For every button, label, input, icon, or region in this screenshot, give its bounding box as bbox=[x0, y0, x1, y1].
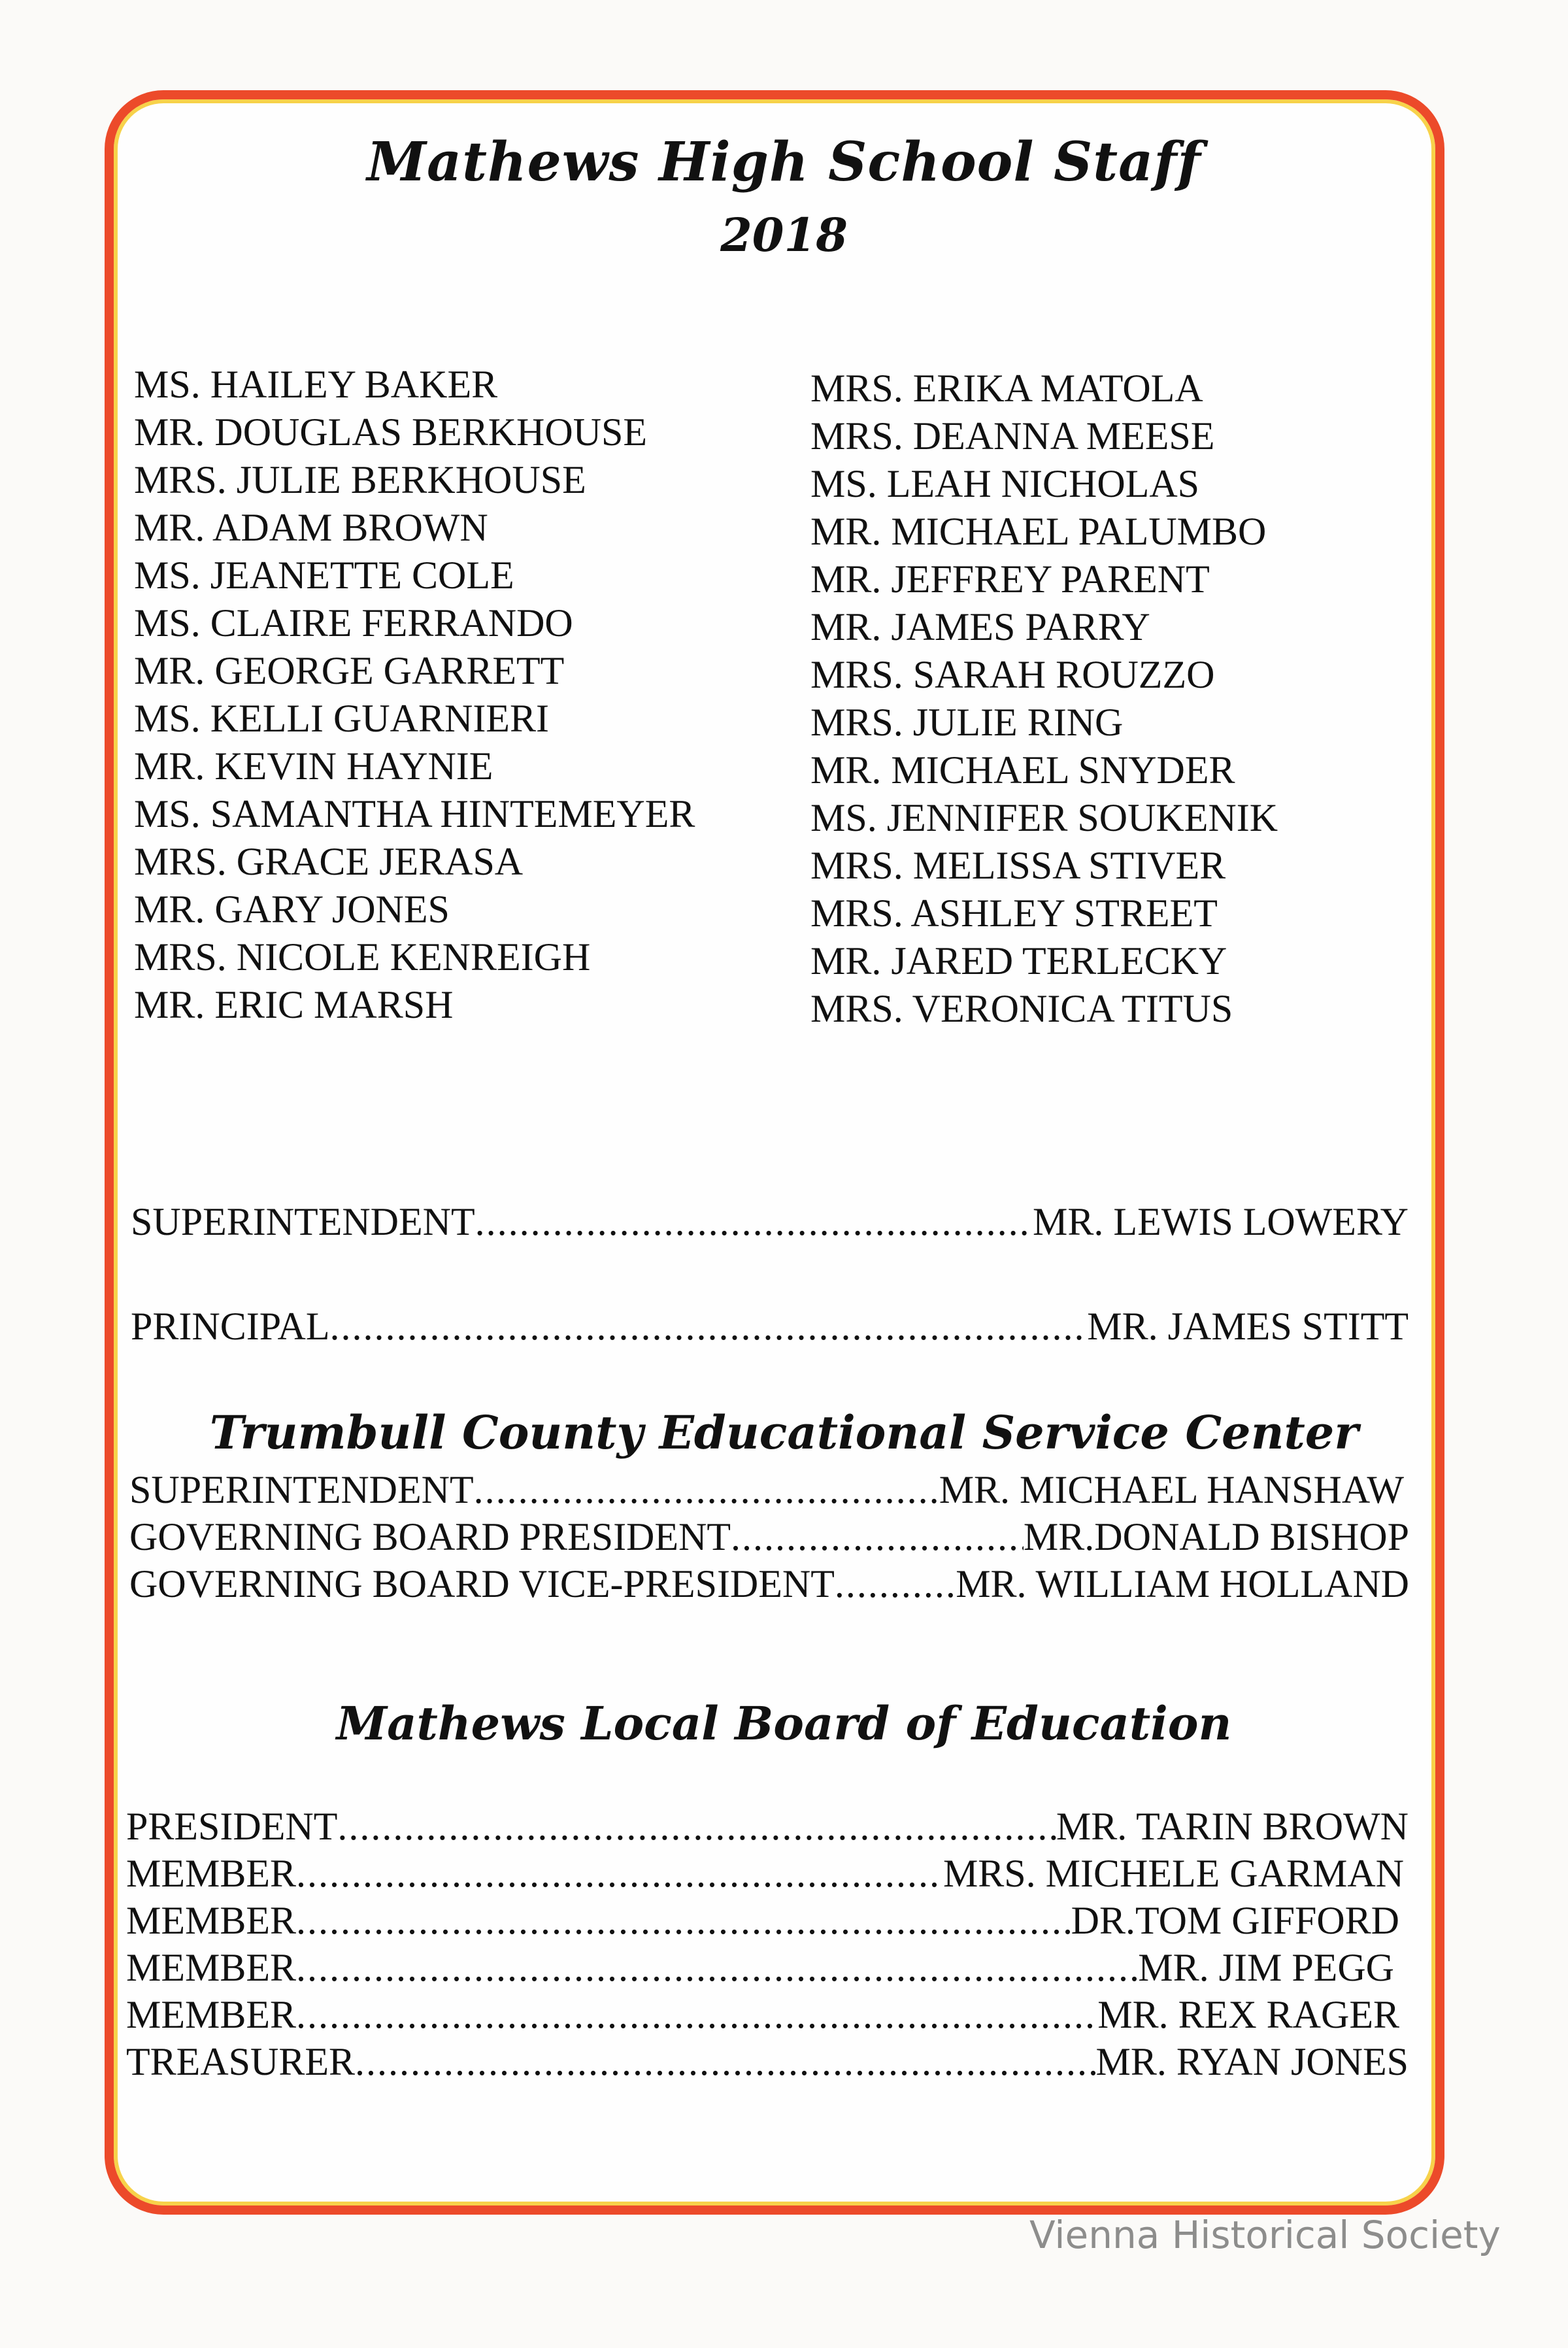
leader-dots bbox=[296, 1945, 1138, 1990]
leader-dots bbox=[355, 2039, 1096, 2085]
leader-dots bbox=[731, 1515, 1024, 1560]
person-name: MR.DONALD BISHOP bbox=[1023, 1515, 1409, 1558]
staff-name: MR. KEVIN HAYNIE bbox=[134, 745, 493, 788]
staff-name: MR. JARED TERLECKY bbox=[810, 939, 1227, 982]
role-label: SUPERINTENDENT bbox=[131, 1200, 475, 1243]
person-name: MR. JIM PEGG bbox=[1138, 1946, 1394, 1989]
role-label: MEMBER bbox=[126, 1852, 297, 1895]
board-row bbox=[126, 2039, 1409, 2085]
board-row bbox=[126, 1851, 1404, 1896]
staff-list-right bbox=[810, 365, 1278, 1033]
person-name: MRS. MICHELE GARMAN bbox=[942, 1852, 1404, 1895]
role-label: MEMBER bbox=[126, 1993, 297, 2036]
staff-name: MRS. JULIE BERKHOUSE bbox=[134, 458, 586, 501]
staff-name: MS. JEANETTE COLE bbox=[134, 554, 514, 597]
board-row bbox=[126, 1804, 1409, 1849]
staff-name: MS. LEAH NICHOLAS bbox=[810, 462, 1200, 505]
role-label: GOVERNING BOARD PRESIDENT bbox=[129, 1515, 731, 1558]
staff-name: MRS. JULIE RING bbox=[810, 701, 1124, 744]
tcesc-row bbox=[129, 1468, 1404, 1513]
role-label: GOVERNING BOARD VICE-PRESIDENT bbox=[129, 1562, 835, 1605]
person-name: MR. LEWIS LOWERY bbox=[1033, 1200, 1409, 1243]
staff-name: MR. DOUGLAS BERKHOUSE bbox=[134, 411, 648, 454]
admin-row-superintendent bbox=[131, 1199, 1409, 1245]
staff-name: MRS. DEANNA MEESE bbox=[810, 414, 1215, 458]
board-row bbox=[126, 1898, 1399, 1943]
staff-name: MRS. VERONICA TITUS bbox=[810, 987, 1233, 1030]
person-name: MR. RYAN JONES bbox=[1095, 2040, 1409, 2083]
role-label: SUPERINTENDENT bbox=[129, 1468, 474, 1511]
staff-name: MRS. NICOLE KENREIGH bbox=[134, 935, 591, 979]
tcesc-heading: Trumbull County Educational Service Center bbox=[209, 1405, 1359, 1460]
staff-name: MR. JEFFREY PARENT bbox=[810, 558, 1210, 601]
board-row bbox=[126, 1992, 1399, 2038]
page-title: Mathews High School Staff bbox=[367, 131, 1201, 193]
admin-row-principal bbox=[131, 1304, 1409, 1349]
staff-name: MS. KELLI GUARNIERI bbox=[134, 697, 549, 740]
staff-name: MRS. ASHLEY STREET bbox=[810, 892, 1218, 935]
tcesc-row bbox=[129, 1562, 1409, 1607]
person-name: MR. WILLIAM HOLLAND bbox=[956, 1562, 1409, 1605]
staff-name: MR. GARY JONES bbox=[134, 888, 450, 931]
staff-name: MR. MICHAEL PALUMBO bbox=[810, 510, 1267, 553]
role-label: MEMBER bbox=[126, 1899, 297, 1942]
board-row bbox=[126, 1945, 1394, 1990]
staff-name: MR. JAMES PARRY bbox=[810, 605, 1150, 648]
staff-name: MS. CLAIRE FERRANDO bbox=[134, 601, 573, 645]
board-heading: Mathews Local Board of Education bbox=[336, 1696, 1232, 1751]
watermark-text: Vienna Historical Society bbox=[1029, 2213, 1501, 2257]
staff-name: MR. ADAM BROWN bbox=[134, 506, 488, 549]
staff-list-left bbox=[134, 361, 695, 1029]
staff-name: MR. MICHAEL SNYDER bbox=[810, 748, 1235, 792]
staff-name: MR. GEORGE GARRETT bbox=[134, 649, 565, 692]
staff-name: MS. SAMANTHA HINTEMEYER bbox=[134, 792, 695, 835]
person-name: MR. REX RAGER bbox=[1097, 1993, 1399, 2036]
leader-dots bbox=[296, 1898, 1071, 1943]
role-label: PRESIDENT bbox=[126, 1805, 338, 1848]
staff-name: MS. HAILEY BAKER bbox=[134, 363, 498, 406]
person-name: MR. JAMES STITT bbox=[1087, 1305, 1409, 1348]
staff-name: MRS. MELISSA STIVER bbox=[810, 844, 1226, 887]
role-label: PRINCIPAL bbox=[131, 1305, 330, 1348]
role-label: MEMBER bbox=[126, 1946, 297, 1989]
leader-dots bbox=[296, 1992, 1097, 2038]
page-year: 2018 bbox=[720, 208, 848, 262]
staff-name: MRS. SARAH ROUZZO bbox=[810, 653, 1215, 696]
tcesc-row bbox=[129, 1515, 1409, 1560]
leader-dots bbox=[475, 1199, 1033, 1245]
staff-name: MRS. GRACE JERASA bbox=[134, 840, 524, 883]
staff-name: MR. ERIC MARSH bbox=[134, 983, 454, 1026]
leader-dots bbox=[337, 1804, 1056, 1849]
role-label: TREASURER bbox=[126, 2040, 356, 2083]
person-name: MR. TARIN BROWN bbox=[1056, 1805, 1409, 1848]
leader-dots bbox=[474, 1468, 939, 1513]
person-name: MR. MICHAEL HANSHAW bbox=[939, 1468, 1404, 1511]
staff-name: MRS. ERIKA MATOLA bbox=[810, 367, 1203, 410]
staff-name: MS. JENNIFER SOUKENIK bbox=[810, 796, 1278, 839]
leader-dots bbox=[296, 1851, 943, 1896]
person-name: DR.TOM GIFFORD bbox=[1071, 1899, 1399, 1942]
leader-dots bbox=[330, 1304, 1088, 1349]
leader-dots bbox=[835, 1562, 956, 1607]
